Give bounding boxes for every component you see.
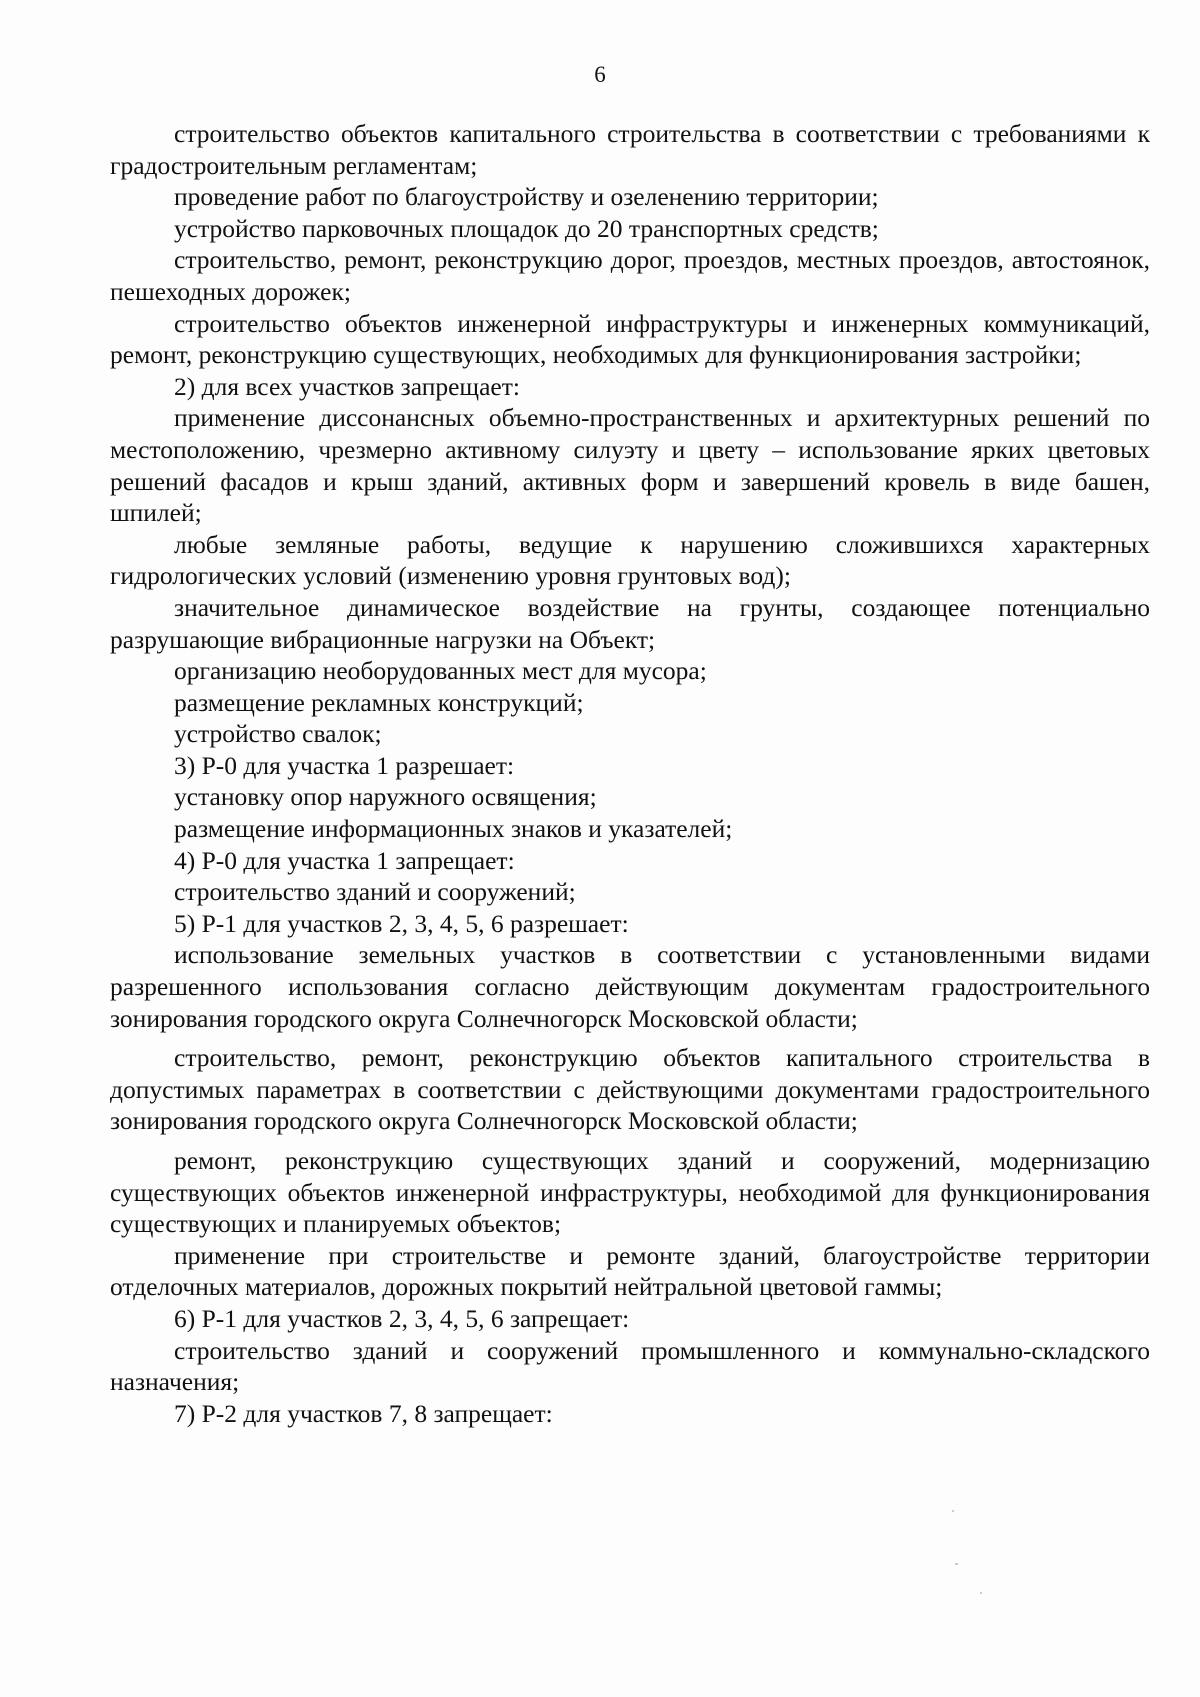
list-heading: 4) Р-0 для участка 1 запрещает:	[174, 845, 515, 875]
list-heading: 2) для всех участков запрещает:	[174, 371, 520, 401]
paragraph: строительство, ремонт, реконструкцию дорог, проездов, местных проездов, автостоянок, пешеходных дорожек;	[110, 245, 1150, 306]
paragraph: значительное динамическое воздействие на грунты, создающее потенциально разрушающие вибрационные нагрузки на Объект;	[110, 592, 1150, 654]
scan-speck	[955, 1563, 958, 1565]
scan-speck	[980, 1592, 982, 1594]
paragraph: организацию необорудованных мест для мусора;	[174, 656, 707, 686]
paragraph: строительство, ремонт, реконструкцию объектов капитального строительства в допустимых параметрах в соответствии с действующими документами градостроительного зонирования городского округа Солнечногорск Московской области;	[110, 1043, 1150, 1136]
paragraph: строительство зданий и сооружений;	[174, 877, 576, 907]
paragraph: устройство парковочных площадок до 20 транспортных средств;	[174, 213, 879, 243]
paragraph: использование земельных участков в соответствии с установленными видами разрешенного использования согласно действующим документам градостроительного зонирования городского округа Солнечногорск Московской области;	[110, 940, 1150, 1033]
paragraph: любые земляные работы, ведущие к нарушению сложившихся характерных гидрологических условий (изменению уровня грунтовых вод);	[110, 529, 1150, 591]
page-number: 6	[594, 62, 606, 87]
paragraph: установку опор наружного освящения;	[174, 782, 597, 812]
paragraph: размещение рекламных конструкций;	[174, 687, 584, 717]
paragraph: строительство объектов инженерной инфраструктуры и инженерных коммуникаций, ремонт, реконструкцию существующих, необходимых для функционирования застройки;	[110, 308, 1150, 370]
paragraph: применение при строительстве и ремонте зданий, благоустройстве территории отделочных материалов, дорожных покрытий нейтральной цветовой гаммы;	[110, 1240, 1150, 1302]
paragraph: строительство зданий и сооружений промышленного и коммунально-складского назначения;	[110, 1335, 1150, 1397]
list-heading: 7) Р-2 для участков 7, 8 запрещает:	[174, 1398, 553, 1428]
paragraph: размещение информационных знаков и указателей;	[174, 814, 733, 844]
paragraph: применение диссонансных объемно-пространственных и архитектурных решений по местоположению, чрезмерно активному силуэту и цвету – использование ярких цветовых решений фасадов и крыш зданий, активных форм и завершений кровель в виде башен, шпилей;	[110, 403, 1150, 528]
list-heading: 3) Р-0 для участка 1 разрешает:	[174, 750, 515, 780]
list-heading: 6) Р-1 для участков 2, 3, 4, 5, 6 запрещает:	[174, 1303, 630, 1333]
paragraph: ремонт, реконструкцию существующих зданий и сооружений, модернизацию существующих объектов инженерной инфраструктуры, необходимой для функционирования существующих и планируемых объектов;	[110, 1146, 1150, 1239]
list-heading: 5) Р-1 для участков 2, 3, 4, 5, 6 разрешает:	[174, 908, 629, 938]
paragraph: проведение работ по благоустройству и озеленению территории;	[174, 182, 879, 212]
paragraph: устройство свалок;	[174, 719, 382, 749]
scan-speck	[952, 1510, 954, 1512]
document-body	[110, 118, 1150, 1429]
paragraph: строительство объектов капитального строительства в соответствии с требованиями к градостроительным регламентам;	[110, 119, 1150, 180]
